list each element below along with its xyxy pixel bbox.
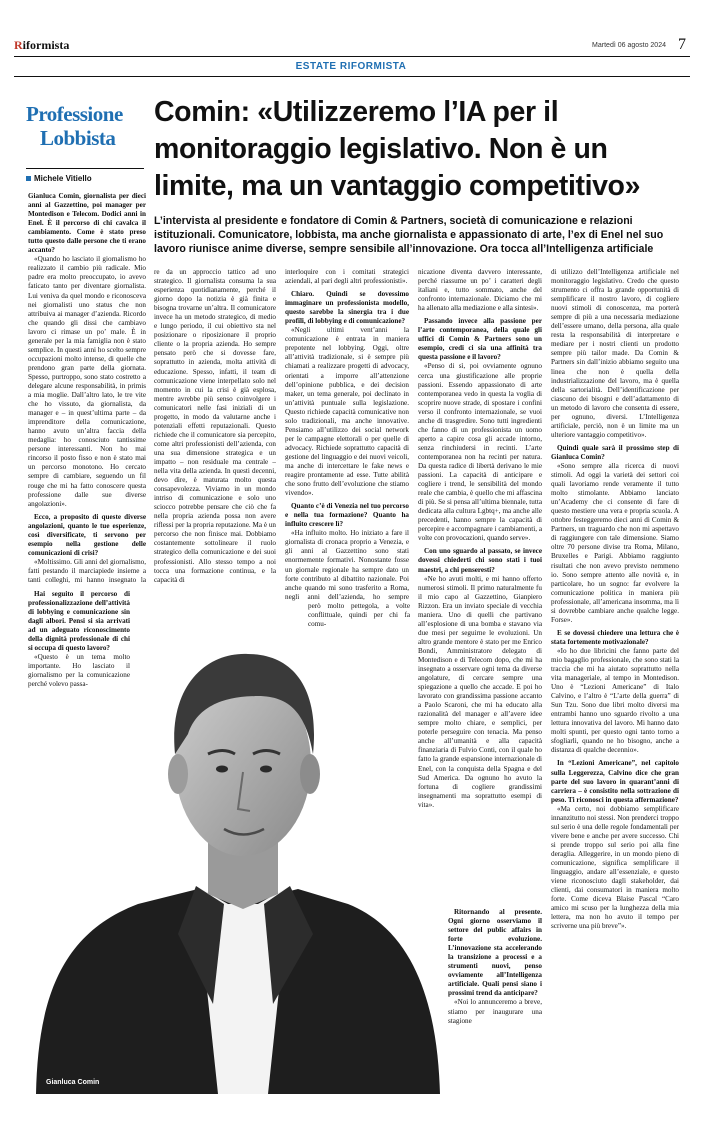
issue-date: Martedì 06 agosto 2024 — [592, 42, 666, 49]
interview-question: Hai seguito il percorso di professionalizzazione dell’attività di lobbying e comunicazione sin dagli albori. Pensi si sia arrivati ad un adeguato riconoscimento della dignità professionale di chi si occupa di questo lavoro? — [28, 590, 130, 653]
square-bullet-icon — [26, 176, 31, 181]
byline — [26, 174, 92, 183]
rubric-label — [26, 102, 144, 162]
divider — [14, 56, 690, 57]
author-name: Michele Vitiello — [34, 174, 92, 183]
text-column-4 — [418, 268, 542, 904]
text-column-5 — [551, 268, 679, 1110]
page-number: 7 — [678, 36, 686, 53]
interview-answer: «Ne ho avuti molti, e mi hanno offerto numerosi stimoli. Il primo naturalmente fu il mio capo al Gazzettino, Gianpiero Rizzon. Era un inviato speciale di vecchia maniera. Uno di quelli che partivano all’esplosione di una bomba e stavano via due mesi per seguirne le evoluzioni. Un altro grande mentore è stato per me Enrico Bondi, Amministratore delegato di Montedison e di Telecom dopo, che mi ha insegnato a osservare ogni tema da diverse angolature, di cercare sempre una spiegazione a quello che accade. E poi ho lavorato con grandissima passione accanto a Paolo Scaroni, che mi ha educato alla razionalità del manager e all’avere idee sempre molto chiare, e semplici, per poterle perseguire con tenacia. Ma penso anche all’umanità e alla capacità finanziaria di Fulvio Conti, con il quale ho fatto la grande espansione internazionale di Enel, con la conquista della Spagna e del Sud America. Da ognuno ho avuto la fortuna di cogliere grandissimi insegnamenti ma soprattutto esempi di vita». — [418, 574, 542, 809]
interview-question: Ritornando al presente. Ogni giorno osserviamo il settore del public affairs in forte evoluzione. L’innovazione sta accelerando la transizione a processi e a strumenti nuovi, penso ovviamente all’Intelligenza artificiale. Quali pensi siano i prossimi trend da anticipare? — [448, 908, 542, 998]
interview-question: Con uno sguardo al passato, se invece dovessi chiederti chi sono stati i tuoi maestri, a chi penseresti? — [418, 547, 542, 574]
text-column-3 — [285, 268, 409, 602]
interview-answer: «Ma certo, noi dobbiamo semplificare innanzitutto noi stessi. Non prenderci troppo sul serio è una delle regole fondamentali per vivere bene e anche per avere successo. Chi si prende troppo sul serio poi alla fine deraglia. Alleggerire, in un mondo pieno di comunicazione, significa semplificare il linguaggio, andare all’essenziale, e questo viene riconosciuto dagli stakeholder, dai clienti, dai consumatori in maniera molto forte. Come diceva Blaise Pascal “Caro amico mi scuso per la lunghezza della mia lettera, ma non ho avuto il tempo per scriverne una più breve”». — [551, 804, 679, 931]
text-column-2 — [154, 268, 276, 622]
interview-question: In “Lezioni Americane”, nel capitolo sulla Leggerezza, Calvino dice che gran parte del suo lavoro in quarant’anni di carriera – è consistito nella sottrazione di peso. Ti riconosci in questa affermazione? — [551, 759, 679, 804]
interview-answer: «Questo è un tema molto importante. Ho lasciato il giornalismo per la comunicazione perché volevo passa- — [28, 653, 130, 689]
newspaper-logo[interactable]: Riformista — [14, 38, 70, 52]
paragraph-continued: però molto pettegola, a volte conflittuale, quindi per chi fa comu- — [308, 602, 410, 629]
interview-question: Passando invece alla passione per l’arte contemporanea, della quale gli uffici di Comin & Partners sono un esempio, credi ci sia una affinità tra questa passione e il lavoro? — [418, 317, 542, 362]
interview-question: E se dovessi chiedere una lettura che è stata fortemente motivazionale? — [551, 628, 679, 646]
text-column-3b — [308, 602, 410, 722]
photo-caption: Gianluca Comin — [46, 1079, 100, 1086]
interview-question: Quindi quale sarà il prossimo step di Gianluca Comin? — [551, 443, 679, 461]
text-column-4b — [448, 904, 542, 1110]
interview-question: Chiaro. Quindi se dovessimo immaginare un professionista modello, questo sarebbe la sinergia tra i due profili, di lobbying e di comunicazione? — [285, 290, 409, 326]
interview-answer: «Negli ultimi vent’anni la comunicazione è entrata in maniera prepotente nel lobbying. Oggi, oltre all’attività tradizionale, si è sempre più chiamati a realizzare progetti di advocacy, orientati a imporre all’attenzione dell’opinione pubblica, e dei decision maker, un tema generale, poi declinato in un’attività puntuale sulla legislazione. Questo richiede capacità comunicative non solo tradizionali, ma anche innovative. Pensiamo all’utilizzo dei social network per le campagne elettorali o per quelle di advocacy. Richiede soprattutto capacità di gestione del linguaggio e dei nuovi veicoli, ma anche di intercettare le fake news e reagire prontamente ad esse. Tutte abilità che sono frutto dell’evoluzione che stiamo vivendo». — [285, 326, 409, 498]
paragraph-continued: di utilizzo dell’Intelligenza artificiale nel monitoraggio legislativo. Credo che questo strumento ci offra la grande opportunità di semplificare il nostro lavoro, di cogliere nuovi stimoli di conoscenza, ma porterà sempre di più a una necessaria mediazione dell’essere umano, della persona, alla quale resta la responsabilità di interpretare e mediare per i nostri clienti un prodotto sempre più tailor made. Da Comin & Partners sin dall’inizio abbiamo seguito una linea che non è quella della industrializzazione del lavoro, ma è quella della sartorialità. Dell’identificazione per ciascuno dei bisogni e dell’adattamento di un metodo di lavoro che consenta di essere, per ognuno, diversi. L’Intelligenza artificiale, perciò, non è un limite ma un ulteriore vantaggio competitivo». — [551, 268, 679, 439]
text-column-1b — [28, 586, 130, 752]
paragraph-continued: interloquire con i comitati strategici aziendali, al pari degli altri professionisti». — [285, 268, 409, 286]
article-lead: Gianluca Comin, giornalista per dieci anni al Gazzettino, poi manager per Montedison e Telecom. Dodici anni in Enel. È il percorso di chi cavalca il cambiamento. Come è stato preso tutto questo dalle persone che ti erano accanto? — [28, 192, 146, 255]
section-title: ESTATE RIFORMISTA — [295, 61, 407, 72]
interview-answer: «Sono sempre alla ricerca di nuovi stimoli. Ad oggi la varietà dei settori coi quali lavoriamo rende veramente il tutto molto stimolante. Abbiamo lanciato un’Academy che ci consente di fare di questo mestiere una vera e propria scuola. A ottobre festeggeremo dieci anni di Comin & Partners, un traguardo che non mi aspettavo di raggiungere con tale dimensione. Siamo oltre 70 persone divise tra Roma, Milano, Bruxelles e Parigi. Abbiamo raggiunto risultati che non avevo previsto nemmeno io. Sono sempre attento alle novità e, in particolare, ho un sogno: far evolvere la comunicazione politica in maniera più professionale, all’americana insomma, ma lì si dovrebbe cambiare anche qualche legge. Forse». — [551, 461, 679, 624]
interview-answer: «Noi lo annunceremo a breve, stiamo per inaugurare una stagione — [448, 998, 542, 1025]
divider — [14, 76, 690, 77]
interview-question: Ecco, a proposito di queste diverse angolazioni, quanto le tue esperienze, così diversificate, ti servono per esempio nella gestione delle comunicazioni di crisi? — [28, 512, 146, 557]
interview-answer: «Penso di sì, poi ovviamente ognuno cerca una giustificazione alle proprie passioni. Essendo appassionato di arte contemporanea vedo in questa la voglia di scoprire nuove strade, di spostare i confini verso il confronto internazionale, se vuoi anche di trasgredire. Sono tutti ingredienti che fanno di un professionista un uomo aperto a capire cosa gli accade intorno, senza rinchiudersi in recinti. L’arte contemporanea non ha recinti per natura. Da questa radice di libertà derivano le mie passioni. La capacità di anticipare e cogliere i trend, le sensibilità del mondo reale che cambia, è quello che mi affascina di più. Se si pensa all’ultima biennale, tutta dedicata alla cultura Lgbtq+, ma anche alle precedenti, hanno sempre la capacità di percepire e accompagnare i cambiamenti, a volte con provocazioni, quando serve». — [418, 362, 542, 543]
interview-question: Quanto c’è di Venezia nel tuo percorso e nella tua formazione? Quanto ha influito crescere lì? — [285, 502, 409, 529]
rubric-line-2: Lobbista — [40, 126, 116, 150]
article-standfirst: L’intervista al presidente e fondatore di Comin & Partners, società di comunicazione e relazioni istituzionali. Comunicatore, lobbista, ma anche giornalista e appassionato di arte, l’ex di Enel nel suo lavoro riunisce anime diverse, sempre sensibile all’innovazione. Ora tocca all’Intelligenza artificiale — [154, 215, 664, 255]
interview-answer: «Ha influito molto. Ho iniziato a fare il giornalista di cronaca proprio a Venezia, e gli anni al Gazzettino sono stati enormemente formativi. Nonostante fosse un giornale regionale ha sempre dato un forte contributo al dibattito nazionale. Poi anche quando mi sono trasferito a Roma, negli anni dell’azienda, ho sempre — [285, 529, 409, 601]
interview-answer: «Moltissimo. Gli anni del giornalismo, fatti pestando il marciapiede insieme a tanti colleghi, mi hanno insegnato la — [28, 557, 146, 584]
paragraph-continued: nicazione diventa davvero interessante, perché riassume un po’ i caratteri degli italiani e, tutto sommato, anche del confronto internazionale. Diciamo che mi ha allenato alla mediazione e alla sintesi». — [418, 268, 542, 313]
paragraph-continued: re da un approccio tattico ad uno strategico. Il giornalista consuma la sua esperienza quotidianamente, perché il giorno dopo la notizia è già finita e bisogna trovarne un’altra. Il comunicatore invece ha un metodo strategico, di medio e lungo periodo, il cui obiettivo sta nel posizionare o riposizionare il proprio cliente o la propria azienda. Ho sempre pensato però che si dovesse fare, soprattutto in azienda, molta attività di educazione. Spesso, infatti, il team di comunicazione viene interpellato solo nel momento in cui la crisi è già esplosa, mentre avrebbe più senso coinvolgere i comunicatori nelle fasi iniziali di un progetto, in modo da valutarne anche i potenziali effetti reputazionali. Questo richiede che il comunicatore sia percepito, come altri professionisti dell’azienda, con una sua dimensione strategica e un impatto – non residuale ma centrale – nella vita della azienda. In questi decenni, devo dire, è maturata molto questa consapevolezza. Viviamo in un mondo intriso di comunicazione e solo uno sciocco potrebbe pensare che ciò che fa nella propria azienda possa non avere riflessi per la propria reputazione. Ma è un percorso che non finisce mai. Dobbiamo costantemente sottolineare il ruolo strategico della comunicazione e dei suoi professionisti. Allo stesso tempo a noi tocca una formazione continua, e la capacità di — [154, 268, 276, 584]
divider — [26, 168, 144, 169]
interview-answer: «Io ho due libricini che fanno parte del mio bagaglio professionale, che sono stati la traccia che mi ha aiutato soprattutto nella vita manageriale, al tempo in Montedison. Uno è “Lezioni Americane” di Italo Calvino, e l’altro è “L’arte della guerra” di Sun Tzu. Sono due libri molto diversi ma entrambi hanno uno sguardo rivolto a una lettura innovativa del lavoro. Mi hanno dato molti spunti, per questo ogni tanto torno a sfogliarli, quando ne ho bisogno, anche a distanza di qualche decennio». — [551, 646, 679, 755]
article-headline: Comin: «Utilizzeremo l’IA per il monitoraggio legislativo. Non è un limite, ma un vantaggio competitivo» — [154, 96, 641, 202]
masthead — [14, 36, 690, 58]
rubric-line-1: Professione — [26, 102, 123, 126]
text-column-1 — [28, 188, 146, 584]
interview-answer: «Quando ho lasciato il giornalismo ho realizzato il cambio più radicale. Mio padre era molto preoccupato, io avevo faticato tanto per diventare giornalista. Lui veniva da quel mondo e riconosceva nei giornalisti uno status che non attribuiva ai manager d’azienda. Ricordo che quando gli dissi che cambiavo lavoro ci rimase un po’ male. È in generale per la mia famiglia non è stato semplice. In questi anni ho scelto sempre occupazioni molto intense, di quelle che prendono gran parte della giornata. Spesso, purtroppo, sono stato costretto a delegare alcune responsabilità, in primis a mia moglie. Dall’altro lato, le tre vite che ho vissuto, da giornalista, da manager e – in quest’ultima parte – da imprenditore della comunicazione, hanno avuto un’altra faccia della medaglia: ho conosciuto tantissime persone interessanti. Non ho mai rincorso il posto fisso e non è stato mai un percorso monotono. Ho cercato sempre di cambiare, seguendo un fil rouge che mi ha fatto conoscere questa professione dalle sue diverse angolazioni». — [28, 255, 146, 508]
